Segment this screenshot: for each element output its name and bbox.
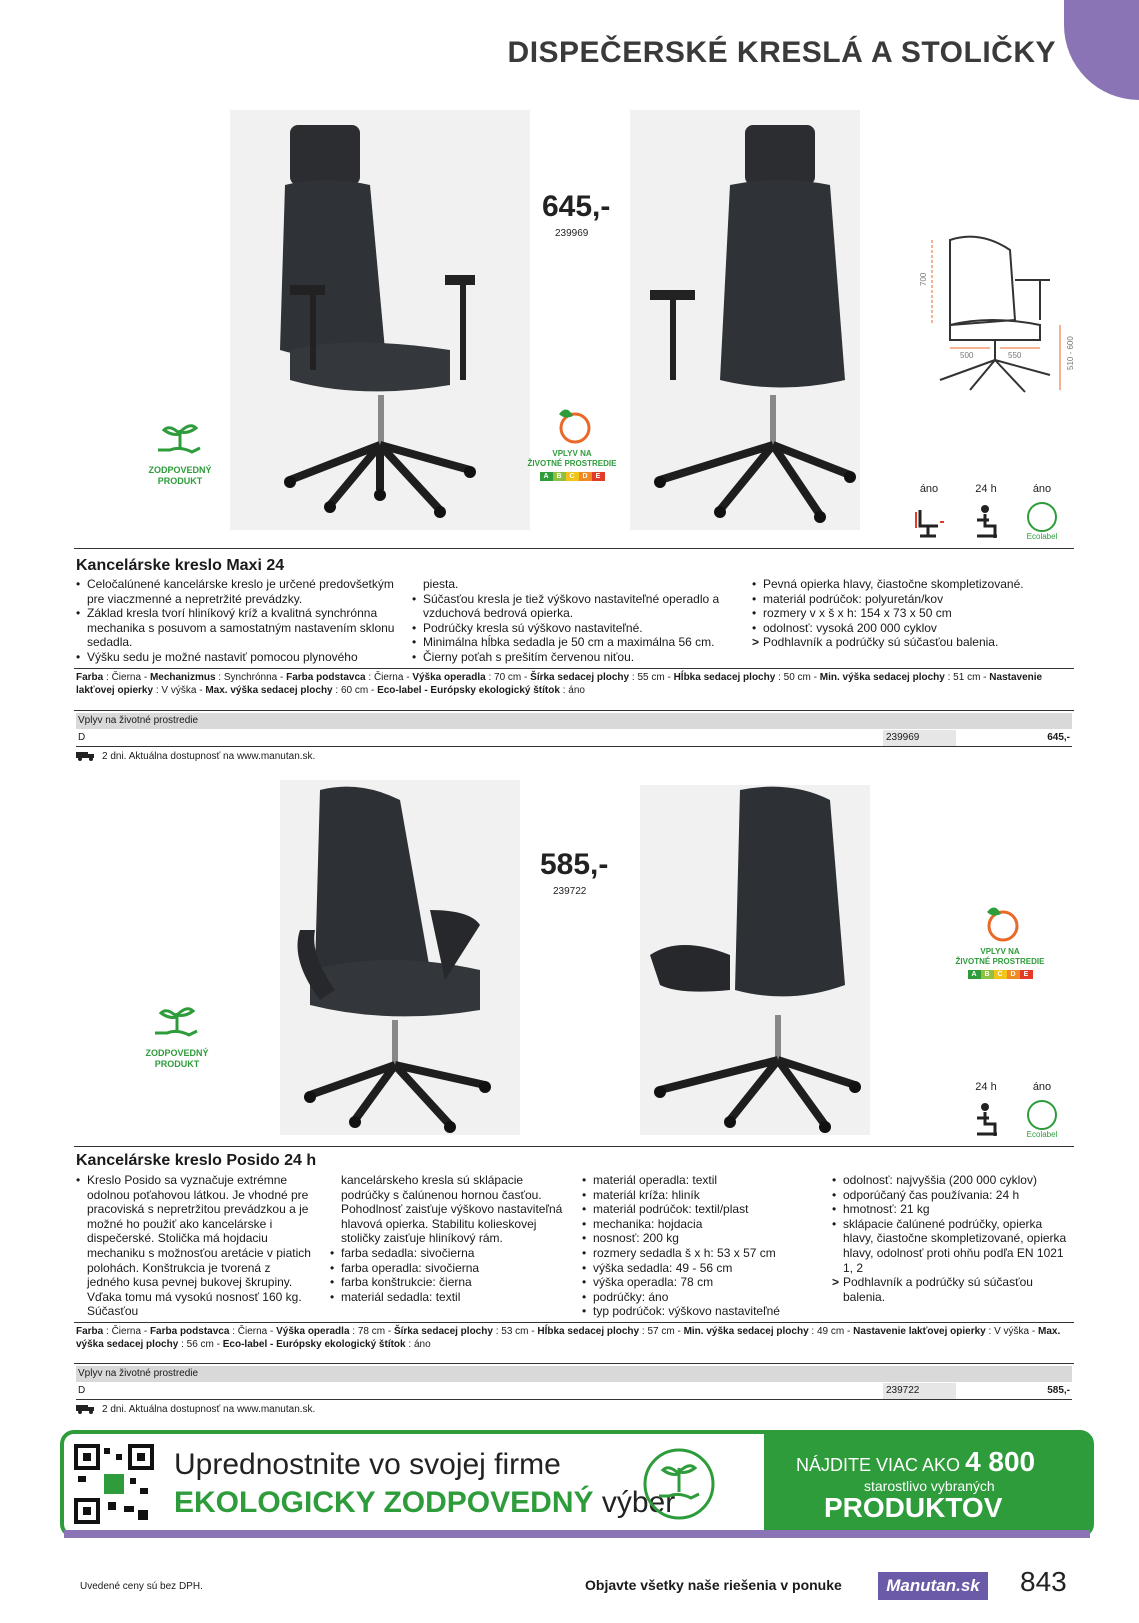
scale-b: B [553,472,566,481]
scale-a: A [540,472,553,481]
banner-accent-strip [64,1530,1090,1538]
description-col-2 [330,1173,570,1304]
description-item: • výška sedadla: 49 - 56 cm [582,1261,822,1276]
description-item: • farba operadla: sivočierna [330,1261,570,1276]
spec-key: Max. výška sedacej plochy [205,685,333,696]
product-title: Kancelárske kreslo Posido 24 h [76,1152,317,1169]
ecolabel-icon [1022,1100,1062,1140]
section-divider [74,548,1074,549]
scale-c: C [566,472,579,481]
chapter-tab [1064,0,1139,100]
delivery-info [76,1404,315,1415]
table-divider [74,710,1074,711]
description-item: • podrúčky: áno [582,1290,822,1305]
scale-d: D [1007,970,1020,979]
spec-key: Eco-label - Európsky ekologický štítok [377,685,560,696]
description-item: • odolnosť: najvyššia (200 000 cyklov) [832,1173,1072,1188]
impact-table-header-label: Vplyv na životné prostredie [78,1368,199,1379]
spec-key: Výška operadla [276,1326,350,1337]
spec-key: Hĺbka sedacej plochy [673,672,776,683]
spec-key: Farba [76,672,104,683]
product-photo-back [640,785,870,1135]
scale-d: D [579,472,592,481]
truck-icon [76,1404,96,1414]
impact-line: VPLYV NA [552,449,592,458]
delivery-info [76,751,315,762]
description-col-3 [752,577,1072,650]
sprout-hand-icon [639,1446,719,1522]
impact-scale [950,970,1050,979]
scale-b: B [981,970,994,979]
spec-key: Nastavenie lakťovej opierky [76,672,1043,696]
impact-table-row [76,1383,1072,1400]
description-continued: kancelárskeho kresla sú sklápacie podrúčky s čalúnenou hornou časťou. Pohodlnosť zaisťuje výškovo nastaviteľná hlavová opierka. Stabilitu kolieskovej stoličky zaisťuje hliníkový rám. [341,1173,563,1246]
spec-key: Farba [76,1326,104,1337]
impact-rating: D [78,732,86,743]
product-price: 585,- [540,848,609,881]
specs-divider [74,1322,1074,1323]
spec-value: 78 cm [357,1326,386,1337]
dim-width: 500 [960,351,974,360]
spec-value: Čierna [111,672,142,683]
feature-label: 24 h [975,1081,997,1093]
ecolabel-text: Ecolabel [1026,1130,1058,1139]
spec-key: Eco-label - Európsky ekologický štítok [222,1339,406,1350]
spec-value: Čierna [111,1326,142,1337]
description-item: • materiál podrúčok: polyuretán/kov [752,592,1072,607]
dim-seat-height: 510 - 600 [1066,336,1075,370]
description-item: • nosnosť: 200 kg [582,1231,822,1246]
spec-value: 53 cm [501,1326,529,1337]
spec-value: 60 cm [340,685,369,696]
description-item: • sklápacie čalúnené podrúčky, opierka hlavy, čiastočne skompletizované, opierka hlavy, odolnosť proti ohňu podľa EN 1021 1, 2 [832,1217,1072,1275]
spec-key: Min. výška sedacej plochy [683,1326,809,1337]
description-col-4 [832,1173,1072,1304]
description-item: • mechanika: hojdacia [582,1217,822,1232]
dim-depth: 550 [1008,351,1022,360]
impact-table-header [76,713,1072,729]
product-code: 239969 [555,228,589,239]
description-item: • Čierny poťah s prešitím červenou niťou. [412,650,742,665]
scale-e: E [592,472,605,481]
spec-key: Min. výška sedacej plochy [819,672,945,683]
product-photo-front [230,110,530,530]
description-item: • rozmery v x š x h: 154 x 73 x 50 cm [752,606,1072,621]
spec-value: 50 cm [783,672,811,683]
24h-use-icon [967,1100,1007,1140]
banner-subheadline [174,1486,675,1520]
brand-logo[interactable]: Manutan.sk [878,1572,988,1600]
spec-list: Farba : Čierna - Farba podstavca : Čierna - Výška operadla : 78 cm - Šírka sedacej plochy : 53 cm - Hĺbka sedacej plochy : 57 cm - Min. výška sedacej plochy : 49 cm - Nastavenie lakťovej opierky : V výška - Max. výška sedacej plochy : 56 cm - Eco-label - Európsky ekologický štítok : áno [76,1326,1061,1350]
description-item: • Kreslo Posido sa vyznačuje extrémne odolnou poťahovou látkou. Je vhodné pre pracoviská s nepretržitou prevádzkou a je možné ho použiť ako kancelárske i dispečerské. Stolička má hojdaciu mechaniku s možnosťou aretácie v piatich polohách. Konštrukcia je tvorená z jedného kusa pevnej bukovej škrupiny. Vďaka tomu má vysokú nosnosť 160 kg. Súčasťou [76,1173,311,1319]
24h-use-icon [967,502,1007,542]
description-item: • rozmery sedadla š x h: 53 x 57 cm [582,1246,822,1261]
description-item: • Pevná opierka hlavy, čiastočne skompletizované. [752,577,1072,592]
product-price: 645,- [542,190,611,223]
specs-divider [74,668,1074,669]
banner-headline: Uprednostnite vo svojej firme [174,1448,561,1481]
description-col-1 [76,1173,311,1319]
spec-key: Mechanizmus [149,672,216,683]
impact-scale [522,472,622,481]
product-code: 239722 [553,886,587,897]
feature-label: áno [1032,483,1052,495]
globe-leaf-icon [547,404,597,446]
product-photo-back [630,110,860,530]
spec-value: Čierna [237,1326,268,1337]
scale-a: A [968,970,981,979]
description-item: • výška operadla: 78 cm [582,1275,822,1290]
scale-c: C [994,970,1007,979]
description-col-3 [582,1173,822,1319]
impact-line: ŽIVOTNÉ PROSTREDIE [955,957,1045,966]
globe-leaf-icon [975,902,1025,944]
description-item: • Podrúčky kresla sú výškovo nastaviteľné. [412,621,742,636]
impact-rating: D [78,1385,86,1396]
badge-line: ZODPOVEDNÝ [148,465,212,475]
order-code: 239722 [883,1383,956,1399]
synchronous-mechanism-icon [910,502,950,542]
spec-value: 51 cm [953,672,981,683]
impact-table-header [76,1366,1072,1382]
qr-code-icon[interactable] [74,1444,154,1524]
spec-value: áno [568,685,585,696]
banner-cta-line [796,1446,1035,1478]
spec-key: Farba podstavca [286,672,366,683]
feature-label: áno [919,483,939,495]
spec-key: Šírka sedacej plochy [530,672,630,683]
feature-label: áno [1032,1081,1052,1093]
product-title: Kancelárske kreslo Maxi 24 [76,557,285,574]
order-price: 645,- [1047,732,1070,743]
description-note: > Podhlavník a podrúčky sú súčasťou balenia. [752,635,1072,650]
spec-key: Farba podstavca [149,1326,230,1337]
description-item: • Výšku sedu je možné nastaviť pomocou plynového [76,650,401,665]
spec-value: V výška [161,685,197,696]
price-note: Uvedené ceny sú bez DPH. [80,1581,203,1592]
description-item: • odolnosť: vysoká 200 000 cyklov [752,621,1072,636]
responsible-product-badge [137,1003,217,1070]
spec-key: Šírka sedacej plochy [393,1326,493,1337]
description-item: • Minimálna hĺbka sedadla je 50 cm a maximálna 56 cm. [412,635,742,650]
badge-line: PRODUKT [157,476,203,486]
description-item: • farba sedadla: sivočierna [330,1246,570,1261]
description-item: • Súčasťou kresla je tiež výškovo nastaviteľné operadlo a vzduchová bedrová opierka. [412,592,742,621]
scale-e: E [1020,970,1033,979]
banner-cta-count: 4 800 [965,1446,1036,1477]
dim-height-back: 700 [919,272,928,286]
dimension-diagram [919,230,1075,400]
banner-cta-products: PRODUKTOV [824,1492,1003,1523]
delivery-text: 2 dni. Aktuálna dostupnosť na www.manutan.sk. [102,751,316,762]
environmental-impact-badge [522,404,622,481]
badge-line: PRODUKT [154,1059,200,1069]
section-divider [74,1146,1074,1147]
banner-cta-sub: starostlivo vybraných [864,1478,995,1494]
order-code: 239969 [883,730,956,746]
sprout-hand-icon [140,420,220,460]
description-note: > Podhlavník a podrúčky sú súčasťou balenia. [832,1275,1072,1304]
description-item: • farba konštrukcie: čierna [330,1275,570,1290]
description-item: • odporúčaný čas používania: 24 h [832,1188,1072,1203]
description-item: • materiál operadla: textil [582,1173,822,1188]
eco-promo-banner[interactable] [60,1430,1094,1538]
description-col-1 [76,577,401,665]
page-title: DISPEČERSKÉ KRESLÁ A STOLIČKY [507,36,1056,69]
description-item: • Základ kresla tvorí hliníkový kríž a kvalitná synchrónna mechanika s posuvom a samostatným nastavením sklonu sedadla. [76,606,401,650]
spec-value: V výška [994,1326,1030,1337]
banner-highlight: EKOLOGICKY ZODPOVEDNÝ [174,1486,594,1519]
responsible-product-badge [140,420,220,487]
description-item: • Celočalúnené kancelárske kreslo je určené predovšetkým pre viaczmenné a nepretržité prevádzky. [76,577,401,606]
spec-value: Čierna [373,672,404,683]
impact-line: ŽIVOTNÉ PROSTREDIE [527,459,617,468]
spec-key: Nastavenie lakťovej opierky [853,1326,986,1337]
description-continued: piesta. [423,577,459,591]
ecolabel-icon [1022,502,1062,542]
ecolabel-text: Ecolabel [1026,532,1058,541]
product-photo-front [280,780,520,1135]
spec-value: 57 cm [647,1326,675,1337]
description-item: • materiál sedadla: textil [330,1290,570,1305]
description-item: • materiál podrúčok: textil/plast [582,1202,822,1217]
delivery-text: 2 dni. Aktuálna dostupnosť na www.manutan.sk. [102,1404,316,1415]
page-number: 843 [1020,1566,1067,1597]
feature-label: 24 h [975,483,997,495]
description-col-2 [412,577,742,665]
description-item: • typ podrúčok: výškovo nastaviteľné [582,1304,822,1319]
spec-key: Max. výška sedacej plochy [76,1326,1061,1350]
table-divider [74,1363,1074,1364]
description-item: • materiál kríža: hliník [582,1188,822,1203]
impact-table-row [76,730,1072,747]
description-item: • hmotnosť: 21 kg [832,1202,1072,1217]
banner-subheadline-rest: výber [601,1486,676,1519]
order-price: 585,- [1047,1385,1070,1396]
badge-line: ZODPOVEDNÝ [145,1048,209,1058]
sprout-hand-icon [137,1003,217,1043]
impact-table-header-label: Vplyv na životné prostredie [78,715,199,726]
spec-list: Farba : Čierna - Mechanizmus : Synchrónna - Farba podstavca : Čierna - Výška operadla : 70 cm - Šírka sedacej plochy : 55 cm - Hĺbka sedacej plochy : 50 cm - Min. výška sedacej plochy : 51 cm - Nastavenie lakťovej opierky : V výška - Max. výška sedacej plochy : 60 cm - Eco-label - Európsky ekologický štítok : áno [76,672,1043,696]
spec-key: Výška operadla [412,672,486,683]
spec-value: 70 cm [494,672,522,683]
banner-cta-prefix: NÁJDITE VIAC AKO [796,1455,961,1475]
spec-value: Synchrónna [223,672,278,683]
spec-value: áno [413,1339,431,1350]
truck-icon [76,751,96,761]
spec-value: 56 cm [186,1339,214,1350]
impact-line: VPLYV NA [980,947,1020,956]
footer-cta: Objavte všetky naše riešenia v ponuke [585,1577,842,1593]
environmental-impact-badge [950,902,1050,979]
spec-value: 49 cm [816,1326,845,1337]
spec-value: 55 cm [637,672,665,683]
spec-key: Hĺbka sedacej plochy [537,1326,640,1337]
